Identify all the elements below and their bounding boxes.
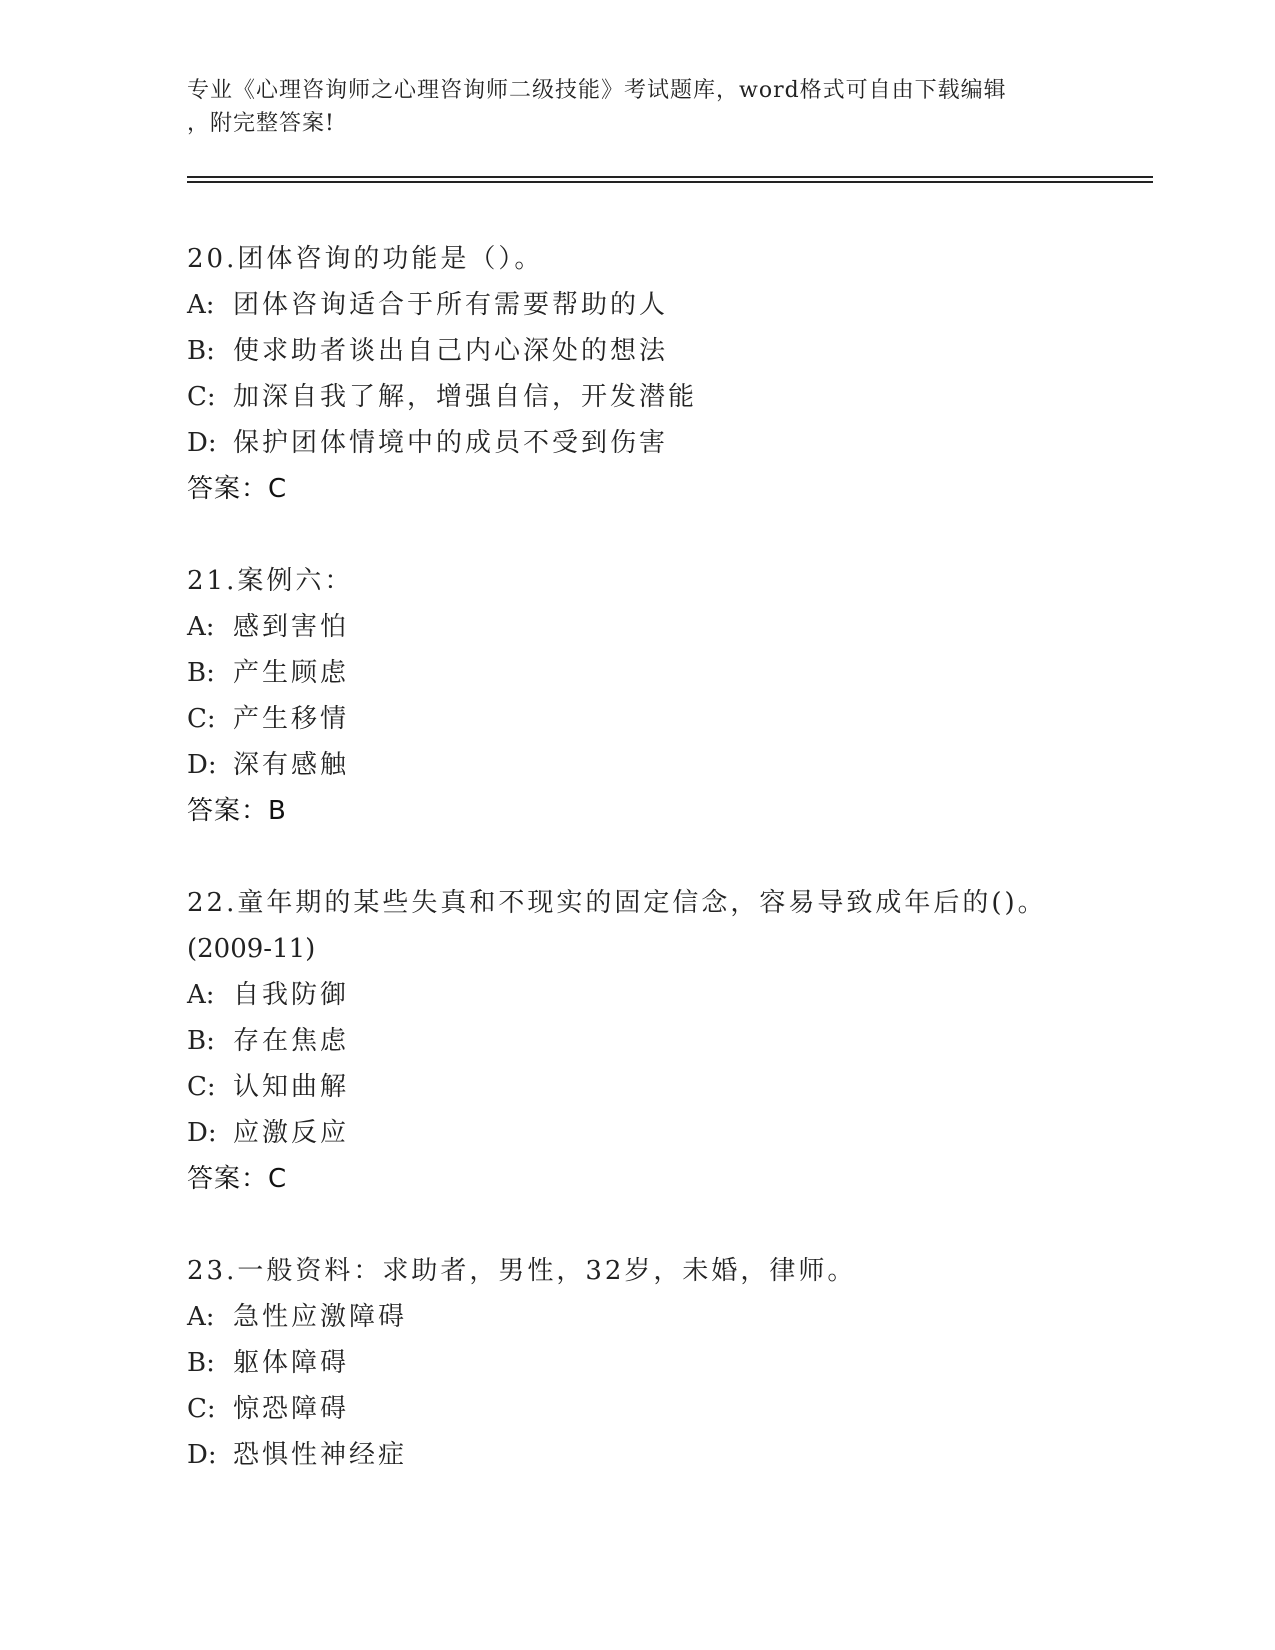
option-text: 自我防御 <box>233 980 350 1010</box>
option-c <box>187 1386 1147 1432</box>
option-text: 感到害怕 <box>233 612 350 642</box>
header-line-1: 专业《心理咨询师之心理咨询师二级技能》考试题库，word格式可自由下载编辑 <box>187 78 1007 103</box>
option-letter: C: <box>187 1072 216 1102</box>
option-text: 惊恐障碍 <box>233 1394 350 1424</box>
option-letter: C: <box>187 1394 216 1424</box>
option-a <box>187 282 1147 328</box>
option-text: 产生顾虑 <box>233 658 350 688</box>
option-letter: B: <box>187 1026 215 1056</box>
option-c <box>187 696 1147 742</box>
question-item <box>187 880 1147 1202</box>
option-text: 急性应激障碍 <box>233 1302 408 1332</box>
option-b <box>187 1340 1147 1386</box>
option-letter: D: <box>187 1118 217 1148</box>
option-letter: D: <box>187 428 217 458</box>
option-b <box>187 328 1147 374</box>
option-letter: A: <box>187 980 215 1010</box>
option-text: 保护团体情境中的成员不受到伤害 <box>233 428 669 458</box>
option-a <box>187 604 1147 650</box>
answer-line: 答案：C <box>187 474 288 504</box>
question-stem: 22.童年期的某些失真和不现实的固定信念，容易导致成年后的()。 <box>187 888 1047 918</box>
option-text: 团体咨询适合于所有需要帮助的人 <box>233 290 669 320</box>
option-a <box>187 1294 1147 1340</box>
question-stem-extra: (2009-11) <box>187 934 316 964</box>
question-item <box>187 236 1147 512</box>
option-a <box>187 972 1147 1018</box>
option-text: 认知曲解 <box>233 1072 350 1102</box>
option-letter: B: <box>187 658 215 688</box>
option-c <box>187 1064 1147 1110</box>
answer-line: 答案：B <box>187 796 287 826</box>
answer-line: 答案：C <box>187 1164 288 1194</box>
option-d <box>187 1432 1147 1478</box>
option-letter: B: <box>187 1348 215 1378</box>
question-list <box>187 236 1147 1524</box>
option-letter: D: <box>187 1440 217 1470</box>
option-d <box>187 742 1147 788</box>
option-text: 深有感触 <box>233 750 350 780</box>
option-letter: B: <box>187 336 215 366</box>
option-d <box>187 420 1147 466</box>
question-item <box>187 558 1147 834</box>
header-divider-top <box>187 176 1153 178</box>
option-letter: A: <box>187 1302 215 1332</box>
option-text: 躯体障碍 <box>233 1348 350 1378</box>
header-divider-bottom <box>187 181 1153 183</box>
option-text: 恐惧性神经症 <box>233 1440 408 1470</box>
header-line-2: ，附完整答案! <box>187 111 335 136</box>
option-letter: A: <box>187 290 215 320</box>
option-letter: D: <box>187 750 217 780</box>
option-text: 存在焦虑 <box>233 1026 350 1056</box>
question-item <box>187 1248 1147 1478</box>
question-stem: 23.一般资料：求助者，男性，32岁，未婚，律师。 <box>187 1256 857 1286</box>
option-b <box>187 650 1147 696</box>
option-b <box>187 1018 1147 1064</box>
question-stem: 21.案例六： <box>187 566 354 596</box>
option-letter: C: <box>187 704 216 734</box>
option-text: 加深自我了解，增强自信，开发潜能 <box>233 382 698 412</box>
option-text: 应激反应 <box>233 1118 350 1148</box>
option-text: 产生移情 <box>233 704 350 734</box>
option-text: 使求助者谈出自己内心深处的想法 <box>233 336 669 366</box>
option-d <box>187 1110 1147 1156</box>
document-header <box>187 74 1067 140</box>
question-stem: 20.团体咨询的功能是（）。 <box>187 244 544 274</box>
option-letter: C: <box>187 382 216 412</box>
option-c <box>187 374 1147 420</box>
option-letter: A: <box>187 612 215 642</box>
